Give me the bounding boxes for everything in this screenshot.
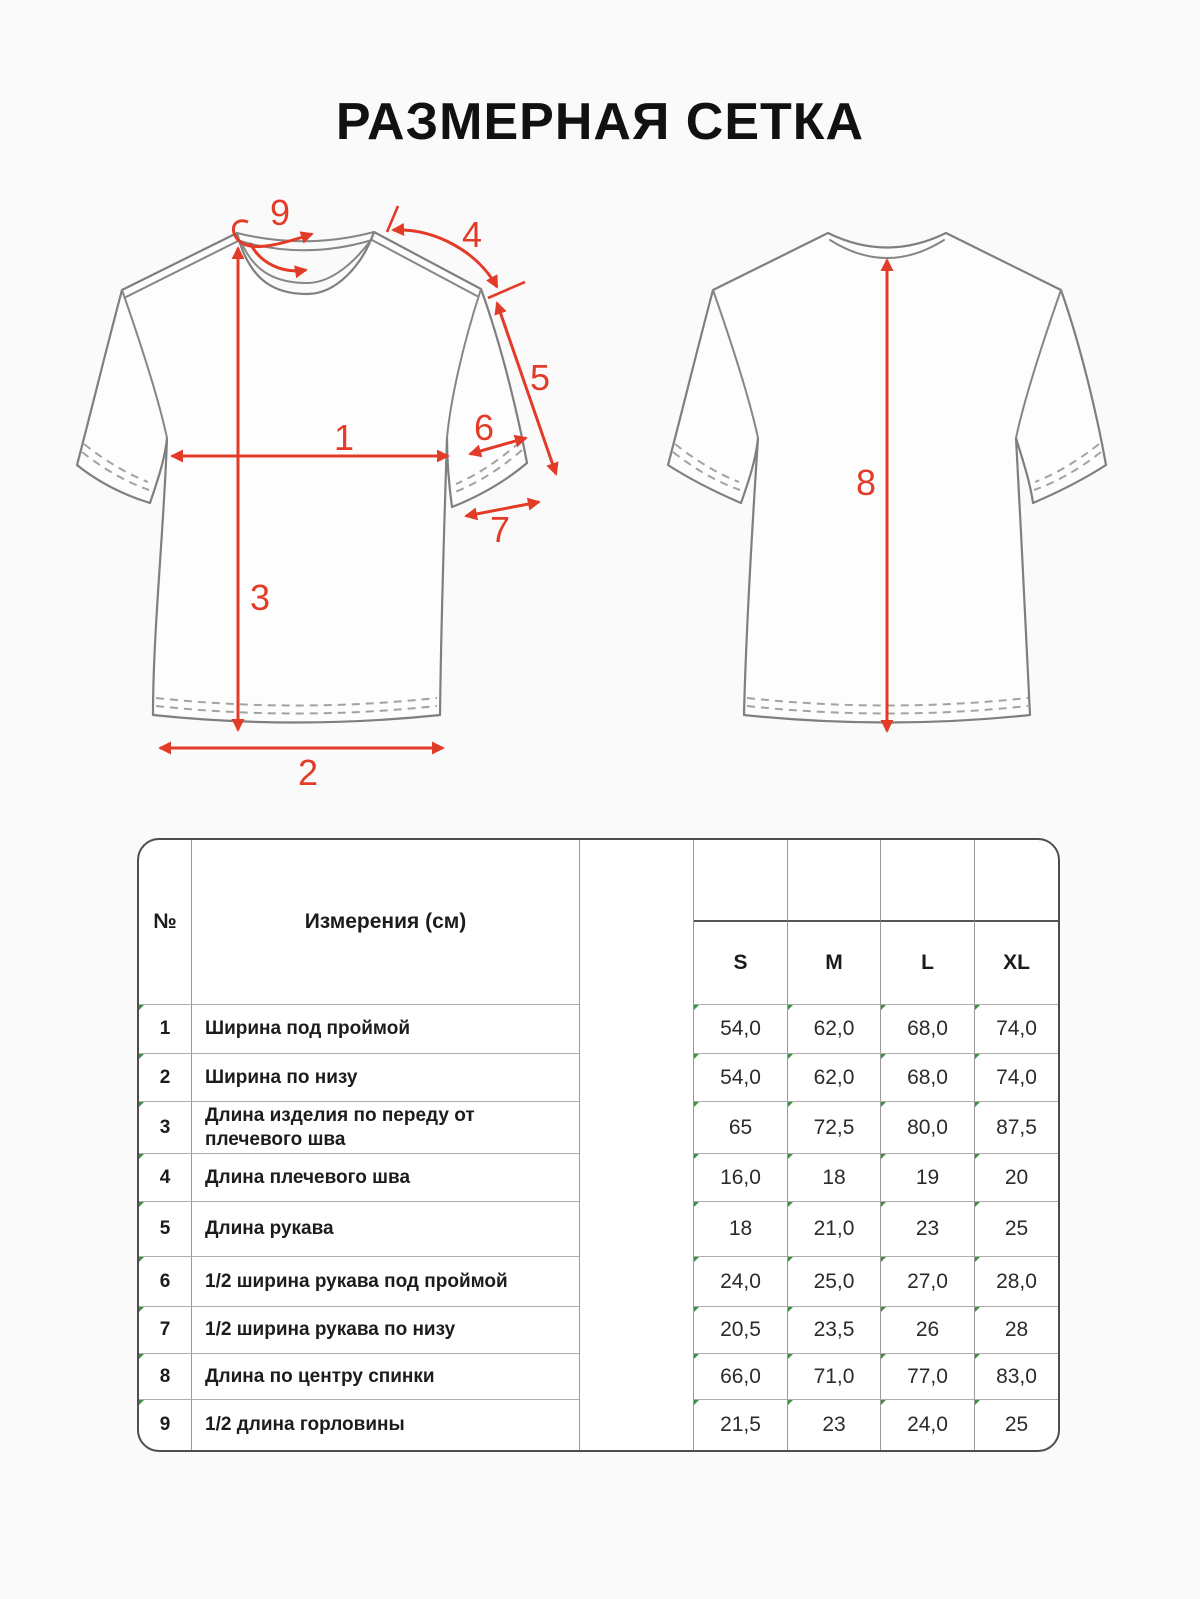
value-xl: 87,5 (974, 1102, 1058, 1154)
value-m: 18 (787, 1154, 880, 1202)
value-xl: 74,0 (974, 1005, 1058, 1054)
value-m: 72,5 (787, 1102, 880, 1154)
tshirt-back-diagram (640, 190, 1140, 790)
measure-label-3: 3 (249, 577, 271, 618)
value-s: 24,0 (694, 1257, 787, 1307)
row-measure-name: Длина по центру спинки (192, 1354, 579, 1400)
value-m: 62,0 (787, 1005, 880, 1054)
page-title: РАЗМЕРНАЯ СЕТКА (335, 93, 865, 151)
row-measure-name: Длина плечевого шва (192, 1154, 579, 1202)
value-s: 66,0 (694, 1354, 787, 1400)
measure-label-5: 5 (529, 357, 551, 398)
value-l: 24,0 (880, 1400, 974, 1450)
value-s: 18 (694, 1202, 787, 1257)
row-measure-name: 1/2 ширина рукава по низу (192, 1307, 579, 1354)
tshirt-front-drawing (77, 232, 527, 723)
header-number: № (139, 840, 192, 1005)
value-xl: 20 (974, 1154, 1058, 1202)
row-measure-name: Длина изделия по переду от плечевого шва (192, 1102, 579, 1154)
value-l: 68,0 (880, 1005, 974, 1054)
tick-mark-shoulder (488, 282, 525, 298)
header-measure: Измерения (см) (192, 840, 579, 1005)
value-s: 54,0 (694, 1054, 787, 1102)
tshirt-front-diagram (70, 190, 570, 793)
value-l: 19 (880, 1154, 974, 1202)
row-number: 7 (139, 1307, 192, 1354)
value-s: 54,0 (694, 1005, 787, 1054)
header-size-m: M (787, 920, 880, 1005)
value-s: 21,5 (694, 1400, 787, 1450)
row-measure-name: 1/2 ширина рукава под проймой (192, 1257, 579, 1307)
header-spacer-m (787, 840, 880, 920)
row-number: 1 (139, 1005, 192, 1054)
value-l: 23 (880, 1202, 974, 1257)
header-size-l: L (880, 920, 974, 1005)
value-xl: 28,0 (974, 1257, 1058, 1307)
value-m: 62,0 (787, 1054, 880, 1102)
header-spacer-l (880, 840, 974, 920)
value-xl: 25 (974, 1202, 1058, 1257)
measure-label-1: 1 (333, 417, 355, 458)
header-spacer-s (694, 840, 787, 920)
row-number: 6 (139, 1257, 192, 1307)
header-size-xl: XL (974, 920, 1058, 1005)
header-size-s: S (694, 920, 787, 1005)
header-spacer-xl (974, 840, 1058, 920)
row-number: 9 (139, 1400, 192, 1450)
measure-label-6: 6 (473, 407, 495, 448)
front-body-outline (77, 232, 527, 723)
value-l: 26 (880, 1307, 974, 1354)
row-number: 3 (139, 1102, 192, 1154)
value-xl: 25 (974, 1400, 1058, 1450)
value-l: 80,0 (880, 1102, 974, 1154)
measure-label-2: 2 (297, 752, 319, 793)
measure-label-7: 7 (489, 509, 511, 550)
row-measure-name: Ширина под проймой (192, 1005, 579, 1054)
row-measure-name: 1/2 длина горловины (205, 1414, 405, 1436)
value-m: 71,0 (787, 1354, 880, 1400)
measure-label-4: 4 (461, 214, 483, 255)
row-number: 5 (139, 1202, 192, 1257)
value-s: 16,0 (694, 1154, 787, 1202)
value-m: 25,0 (787, 1257, 880, 1307)
value-xl: 74,0 (974, 1054, 1058, 1102)
tick-mark-collar (387, 206, 398, 232)
value-m: 23,5 (787, 1307, 880, 1354)
row-measure-name: Ширина по низу (192, 1054, 579, 1102)
measure-label-9: 9 (269, 192, 291, 233)
value-l: 27,0 (880, 1257, 974, 1307)
value-s: 20,5 (694, 1307, 787, 1354)
spacer-column (579, 840, 694, 1450)
row-number: 2 (139, 1054, 192, 1102)
value-m: 23 (787, 1400, 880, 1450)
value-xl: 83,0 (974, 1354, 1058, 1400)
size-table (137, 838, 1060, 1452)
row-number: 4 (139, 1154, 192, 1202)
row-number: 8 (139, 1354, 192, 1400)
value-m: 21,0 (787, 1202, 880, 1257)
row-measure-name: Длина рукава (192, 1202, 579, 1257)
value-l: 68,0 (880, 1054, 974, 1102)
value-s: 65 (694, 1102, 787, 1154)
value-l: 77,0 (880, 1354, 974, 1400)
value-xl: 28 (974, 1307, 1058, 1354)
measure-label-8: 8 (855, 462, 877, 503)
